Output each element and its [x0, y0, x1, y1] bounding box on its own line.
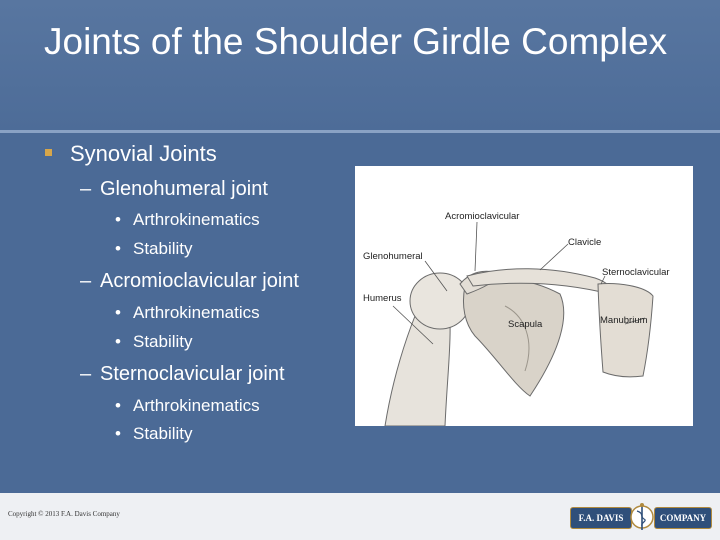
bullet-dot-icon: • — [115, 210, 121, 229]
sub-bullet-label: Stability — [133, 424, 193, 443]
bullet-dot-icon: • — [115, 303, 121, 322]
bullet-acromioclavicular — [80, 270, 299, 293]
bullet-glenohumeral — [80, 178, 268, 201]
sub-bullet — [115, 210, 260, 230]
sub-bullet — [115, 396, 260, 416]
bullet-list — [0, 133, 360, 493]
shoulder-anatomy-figure — [355, 166, 693, 426]
bullet-main-label: Synovial Joints — [70, 141, 217, 166]
caduceus-emblem-icon — [630, 501, 654, 533]
logo-right-text: COMPANY — [654, 507, 712, 529]
slide-header — [0, 0, 720, 130]
sub-bullet — [115, 239, 193, 259]
joint-label: Sternoclavicular joint — [100, 363, 285, 385]
dash-icon: – — [80, 270, 92, 292]
square-bullet-icon — [45, 149, 52, 156]
bullet-dot-icon: • — [115, 239, 121, 258]
label-scapula: Scapula — [508, 319, 543, 330]
sub-bullet — [115, 303, 260, 323]
sub-bullet-label: Arthrokinematics — [133, 303, 260, 322]
joint-label: Acromioclavicular joint — [100, 270, 299, 292]
sub-bullet — [115, 424, 193, 444]
sub-bullet-label: Arthrokinematics — [133, 210, 260, 229]
dash-icon: – — [80, 178, 92, 200]
label-glenohumeral: Glenohumeral — [363, 251, 423, 262]
bullet-dot-icon: • — [115, 396, 121, 415]
shoulder-anatomy-illustration — [355, 166, 693, 426]
logo-left-text: F.A. DAVIS — [570, 507, 632, 529]
sub-bullet-label: Stability — [133, 239, 193, 258]
bullet-sternoclavicular — [80, 363, 285, 386]
label-sternoclavicular: Sternoclavicular — [602, 267, 670, 278]
sub-bullet-label: Stability — [133, 332, 193, 351]
slide-footer — [0, 493, 720, 540]
sub-bullet-label: Arthrokinematics — [133, 396, 260, 415]
sub-bullet — [115, 332, 193, 352]
slide-title: Joints of the Shoulder Girdle Complex — [44, 21, 668, 62]
label-clavicle: Clavicle — [568, 237, 602, 248]
bullet-dot-icon: • — [115, 424, 121, 443]
label-acromioclavicular: Acromioclavicular — [445, 211, 520, 222]
label-manubrium: Manubrium — [600, 315, 648, 326]
joint-label: Glenohumeral joint — [100, 178, 268, 200]
label-humerus: Humerus — [363, 293, 402, 304]
copyright-notice: Copyright © 2013 F.A. Davis Company — [8, 510, 120, 518]
bullet-dot-icon: • — [115, 332, 121, 351]
dash-icon: – — [80, 363, 92, 385]
fa-davis-logo — [570, 501, 710, 533]
